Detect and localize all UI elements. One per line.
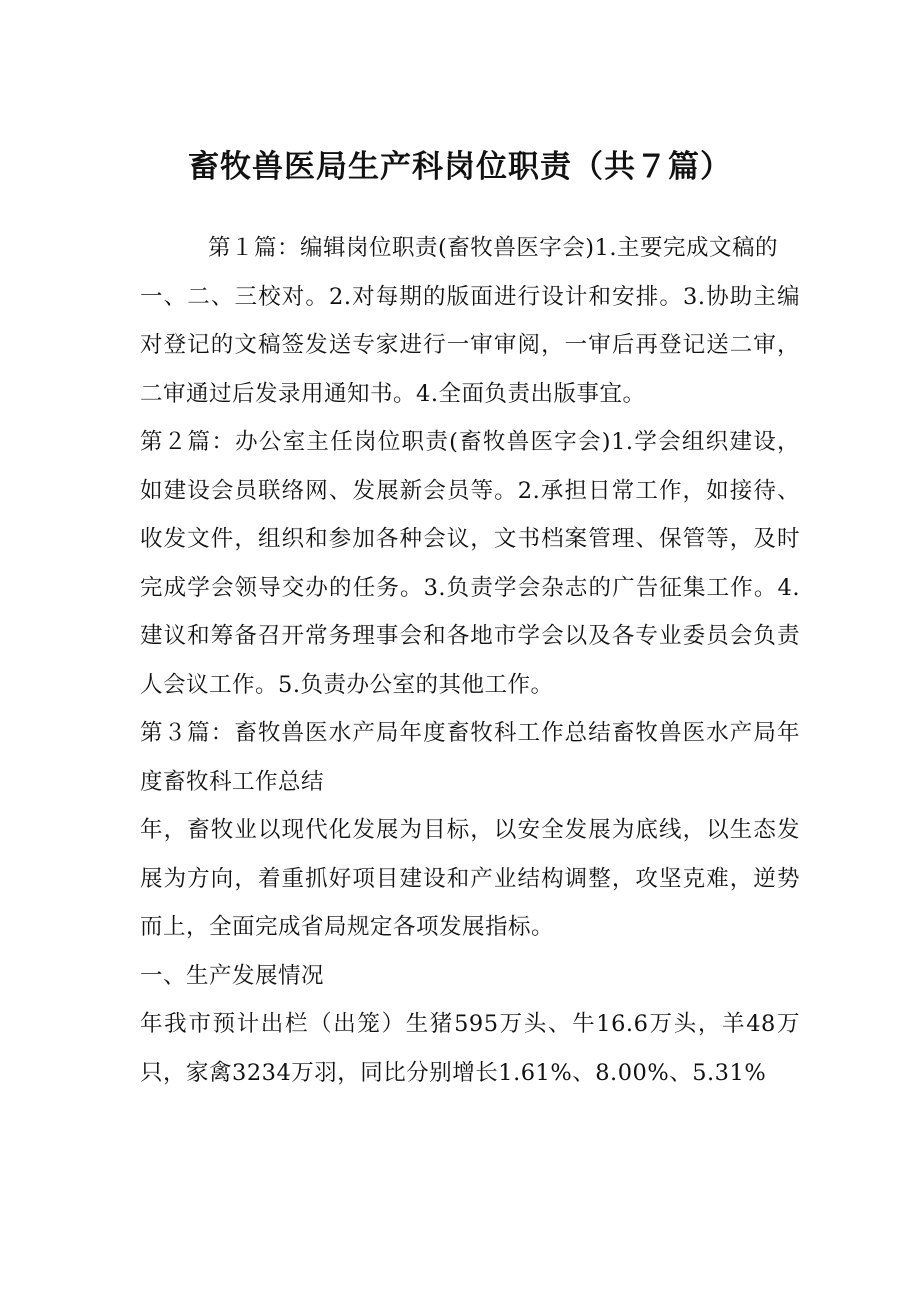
document-body	[140, 224, 800, 1097]
paragraph-1: 第１篇：编辑岗位职责(畜牧兽医字会)1.主要完成文稿的	[208, 235, 779, 261]
section-heading: 一、生产发展情况	[140, 962, 325, 989]
paragraph-3: 第２篇：办公室主任岗位职责(畜牧兽医字会)1.学会组织建设，如建设会员联络网、发展新会员等。2.承担日常工作，如接待、收发文件，组织和参加各种会议，文书档案管理、保管等，及时完成学会领导交办的任务。3.负责学会杂志的广告征集工作。4.建议和筹备召开常务理事会和各地市学会以及各专业委员会负责人会议工作。5.负责办公室的其他工作。	[140, 429, 800, 698]
paragraph-7: 年我市预计出栏（出笼）生猪595万头、牛16.6万头，羊48万只，家禽3234万羽，同比分别增长1.61%、8.00%、5.31%	[140, 1011, 800, 1086]
paragraph-4: 第３篇：畜牧兽医水产局年度畜牧科工作总结畜牧兽医水产局年度畜牧科工作总结	[140, 720, 800, 795]
document-title: 畜牧兽医局生产科岗位职责（共７篇）	[188, 149, 732, 185]
paragraph-5: 年，畜牧业以现代化发展为目标，以安全发展为底线，以生态发展为方向，着重抓好项目建设和产业结构调整，攻坚克难，逆势而上，全面完成省局规定各项发展指标。	[140, 817, 800, 940]
paragraph-2: 一、二、三校对。2.对每期的版面进行设计和安排。3.协助主编对登记的文稿签发送专家进行一审审阅，一审后再登记送二审，二审通过后发录用通知书。4.全面负责出版事宜。	[140, 283, 800, 407]
